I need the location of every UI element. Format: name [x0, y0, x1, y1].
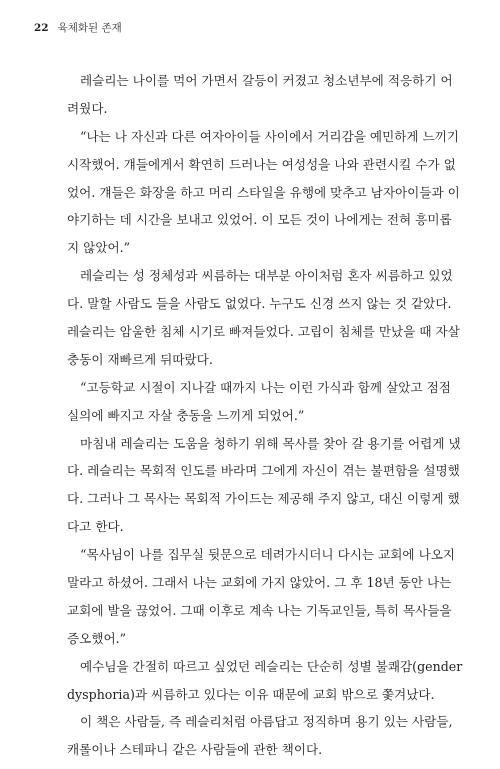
running-title: 육체화된 존재 [57, 22, 122, 34]
text-line: “목사님이 나를 집무실 뒷문으로 데려가시더니 다시는 교회에 나오지 [80, 547, 456, 563]
text-line: 증오했어.” [67, 630, 127, 646]
text-line: 다. 그러나 그 목사는 목회적 가이드는 제공해 주지 않고, 대신 이렇게 했 [67, 491, 460, 507]
text-line: 레슬리는 암울한 침체 시기로 빠져들었다. 고립이 침체를 만났을 때 자살 [67, 324, 460, 340]
text-line: 레슬리는 성 정체성과 씨름하는 대부분 아이처럼 혼자 씨름하고 있었 [80, 268, 453, 284]
text-line: 다고 한다. [67, 519, 124, 535]
body-text [67, 67, 469, 764]
text-line: 었어. 걔들은 화장을 하고 머리 스타일을 유행에 맞추고 남자아이들과 이 [67, 184, 460, 200]
page-number: 22 [34, 22, 49, 34]
text-line: 지 않았어.” [67, 240, 131, 256]
text-line: 교회에 발을 끊었어. 그때 이후로 계속 나는 기독교인들, 특히 목사들을 [67, 602, 452, 618]
text-line: “나는 나 자신과 다른 여자아이들 사이에서 거리감을 예민하게 느끼기 [80, 128, 460, 144]
text-line: 말라고 하셨어. 그래서 나는 교회에 가지 않았어. 그 후 18년 동안 나는 [67, 575, 452, 591]
text-line: 마침내 레슬리는 도움을 청하기 위해 목사를 찾아 갈 용기를 어렵게 냈 [80, 435, 461, 451]
text-line: 이 책은 사람들, 즉 레슬리처럼 아름답고 정직하며 용기 있는 사람들, [80, 714, 453, 730]
text-line: 캐롤이나 스테파니 같은 사람들에 관한 책이다. [67, 742, 323, 758]
text-line: “고등학교 시절이 지나갈 때까지 나는 이런 가식과 함께 살았고 점점 [80, 379, 451, 395]
text-line: 다. 말할 사람도 들을 사람도 없었다. 누구도 신경 쓰지 않는 것 같았다. [67, 296, 452, 312]
text-line: 레슬리는 나이를 먹어 가면서 갈등이 커졌고 청소년부에 적응하기 어 [80, 73, 453, 88]
text-line: 충동이 재빠르게 뒤따랐다. [67, 351, 213, 367]
text-line: 야기하는 데 시간을 보내고 있었어. 이 모든 것이 나에게는 전혀 흥미롭 [67, 212, 452, 228]
text-line: dysphoria)과 씨름하고 있다는 이유 때문에 교회 밖으로 쫓겨났다. [67, 686, 435, 702]
text-line: 려웠다. [67, 100, 108, 116]
text-line: 예수님을 간절히 따르고 싶었던 레슬리는 단순히 성별 불쾌감(gender [80, 658, 463, 674]
text-line: 다. 레슬리는 목회적 인도를 바라며 그에게 자신이 겪는 불편함을 설명했 [67, 463, 460, 479]
text-line: 실의에 빠지고 자살 충동을 느끼게 되었어.” [67, 407, 305, 423]
running-header [34, 20, 122, 35]
text-line: 시작했어. 걔들에게서 확연히 드러나는 여성성을 나와 관련시킬 수가 없 [67, 156, 456, 172]
